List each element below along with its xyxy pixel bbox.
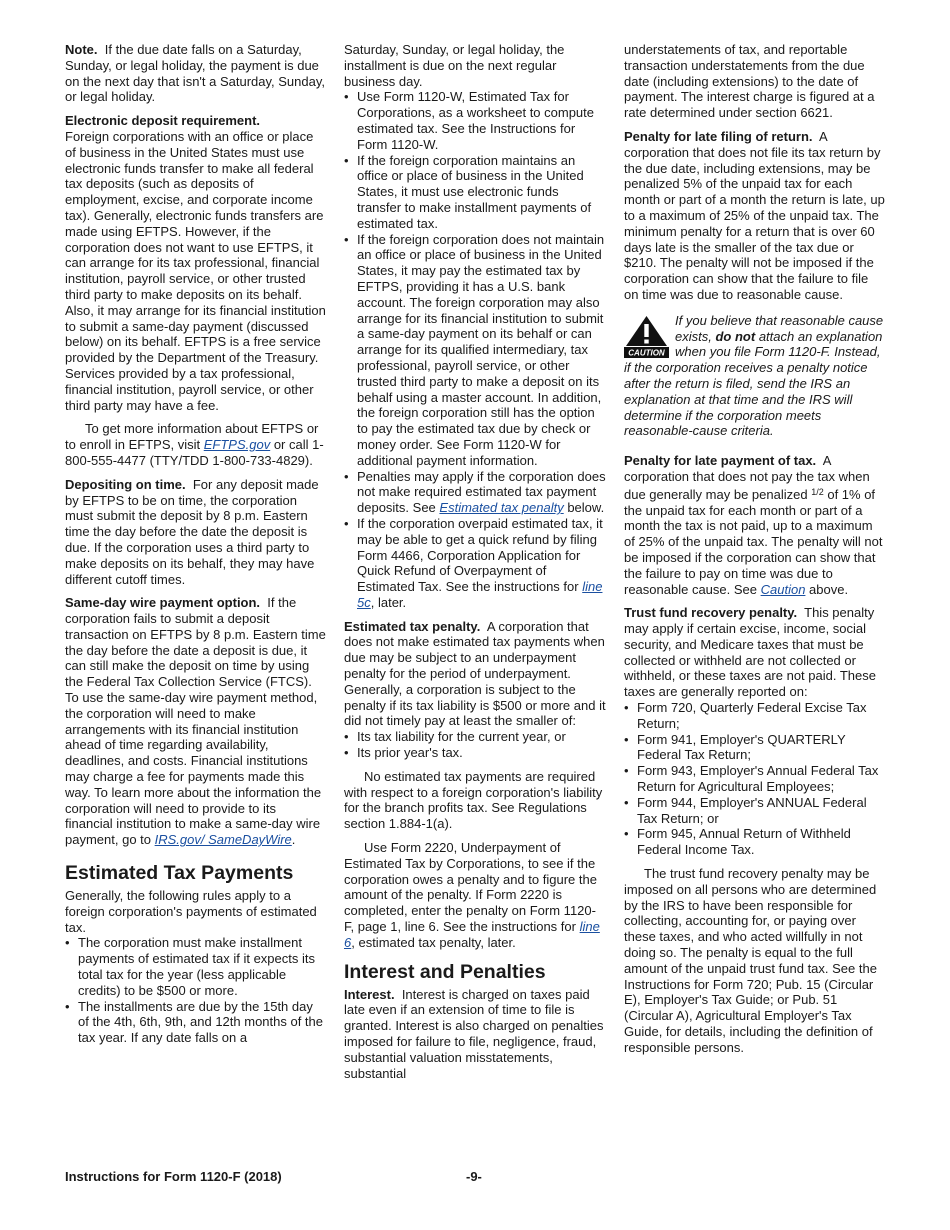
eftps-info-paragraph: To get more information about EFTPS or to enroll in EFTPS, visit EFTPS.gov or call 1-800-555-4477 (TTY/TDD 1-800-733-4829). <box>65 421 324 468</box>
list-item: • Its tax liability for the current year, or <box>344 729 606 745</box>
line-6-link[interactable]: line 6 <box>344 919 600 950</box>
note-paragraph <box>65 42 327 105</box>
late-filing-paragraph: Penalty for late filing of return. A corporation that does not file its tax return by the due date, including extensions, may be penalized 5% of the unpaid tax for each month or part of a month the return is late, up to a maximum of 25% of the unpaid tax. The minimum penalty for a return that is over 60 days late is the smaller of the tax due or $210. The penalty will not be imposed if the corporation can show that the failure to file on time was due to reasonable cause. <box>624 128 885 302</box>
eftps-link[interactable]: EFTPS.gov <box>203 437 271 453</box>
list-item: • Form 720, Quarterly Federal Excise Tax Return; <box>624 700 886 732</box>
electronic-deposit-paragraph <box>65 113 327 413</box>
estimated-tax-penalty-paragraph: Estimated tax penalty. A corporation that does not make estimated tax payments when due may be subject to an underpayment penalty for the period of underpayment. Generally, a corporation is subject to the penalty if its tax liability is $500 or more and it did not timely pay at least the smaller of: <box>344 618 606 729</box>
electronic-deposit-text: Foreign corporations with an office or place of business in the United States must use electronic funds transfer to make all federal tax deposits (such as deposits of employment, excise, and corporate income tax). Generally, electronic funds transfers are made using EFTPS. However, if the corporation does not want to use EFTPS, it can arrange for its tax professional, financial institution, payroll service, or other trusted third party to make deposits on its behalf. Also, it may arrange for its financial institution to submit a same-day payment (discussed below) on its behalf. EFTPS is a free service provided by the Department of the Treasury. Services provided by a tax professional, financial institution, payroll service, or other third party may have a fee. <box>65 128 326 413</box>
list-item: • Form 943, Employer's Annual Federal Tax Return for Agricultural Employees; <box>624 763 886 795</box>
interest-and-penalties-title: Interest and Penalties <box>344 960 546 983</box>
note-heading: Note. <box>65 42 98 57</box>
note-text: If the due date falls on a Saturday, Sunday, or legal holiday, the payment is due on the next day that isn't a Saturday, Sunday, or legal holiday. <box>65 42 325 105</box>
footer-form-title: Instructions for Form 1120-F (2018) <box>65 1169 282 1184</box>
no-estimated-payments-paragraph: No estimated tax payments are required with respect to a foreign corporation's liability for the branch profits tax. See Regulations section 1.884-1(a). <box>344 768 603 832</box>
list-item: • The corporation must make installment payments of estimated tax if it expects its total tax for the year (less applicable credits) to be $500 or more. <box>65 935 327 998</box>
interest-continuation: understatements of tax, and reportable transaction understatements from the due date (including extensions) to the date of payment. The interest charge is figured at a rate determined under section 6621. <box>624 42 875 121</box>
interest-paragraph: Interest. Interest is charged on taxes paid late even if an extension of time to file is granted. Interest is also charged on penalties imposed for failure to file, negligence, fraud, substantial valuation misstatements, substantial <box>344 986 604 1081</box>
column-middle <box>344 42 606 1081</box>
interest-heading: Interest. <box>344 986 395 1002</box>
caution-note: CAUTION If you believe that reasonable cause exists, do not attach an explanation when you file Form 1120-F. Instead, if the corporation receives a penalty notice after the return is filed, send the IRS an explanation at that time and the IRS will determine if the corporation meets reasonable-cause criteria. <box>624 312 884 439</box>
list-item: • If the foreign corporation maintains an office or place of business in the United States, it must use electronic funds transfer to make installment payments of estimated tax. <box>344 153 606 232</box>
estimated-tax-penalty-link[interactable]: Estimated tax penalty <box>439 500 564 516</box>
list-item: • Penalties may apply if the corporation does not make required estimated tax payment deposits. See Estimated tax penalty below. <box>344 469 606 516</box>
line-5c-link[interactable]: line 5c <box>357 579 603 610</box>
caution-link[interactable]: Caution <box>760 581 806 597</box>
electronic-deposit-heading: Electronic deposit requirement. <box>65 113 261 129</box>
trust-fund-heading: Trust fund recovery penalty. <box>624 605 798 621</box>
column-left <box>65 42 327 1046</box>
late-payment-paragraph: Penalty for late payment of tax. A corporation that does not pay the tax when due generally may be penalized $^{1/2}$ of 1% of the unpaid tax for each month or part of a month the tax is not paid, up to a maximum of 25% of the unpaid tax. The penalty will not be imposed if the corporation can show that the failure to pay on time was due to reasonable cause. See Caution above. <box>624 453 883 597</box>
late-filing-heading: Penalty for late filing of return. <box>624 128 813 144</box>
caution-icon <box>624 315 669 358</box>
form-2220-paragraph: Use Form 2220, Underpayment of Estimated Tax by Corporations, to see if the corporation owes a penalty and to figure the amount of the penalty. If Form 2220 is completed, enter the penalty on Form 1120-F, page 1, line 6. See the instructions for line 6, estimated tax penalty, later. <box>344 840 600 950</box>
late-payment-heading: Penalty for late payment of tax. <box>624 453 817 469</box>
list-item: • Its prior year's tax. <box>344 745 606 761</box>
fraction: 1/2 <box>811 486 824 497</box>
same-day-wire-heading: Same-day wire payment option. <box>65 595 261 611</box>
list-item: • Use Form 1120-W, Estimated Tax for Corporations, as a worksheet to compute estimated tax. See the Instructions for Form 1120-W. <box>344 89 606 152</box>
list-item: • The installments are due by the 15th day of the 4th, 6th, 9th, and 12th months of the tax year. If any date falls on a <box>65 999 327 1046</box>
estimated-tax-penalty-heading: Estimated tax penalty. <box>344 618 481 634</box>
estimated-tax-intro: Generally, the following rules apply to a foreign corporation's payments of estimated tax. <box>65 888 317 935</box>
list-item: • If the foreign corporation does not maintain an office or place of business in the United States, it may pay the estimated tax by EFTPS, providing it has a U.S. bank account. The foreign corporation may also arrange for its financial institution to submit a same-day payment on its behalf or can arrange for its qualified intermediary, tax professional, payroll service, or other trusted third party to make a deposit on its behalf using a master account. In addition, the foreign corporation still has the option to pay the estimated tax due by check or money order. See Form 1120-W for additional payment information. <box>344 232 606 469</box>
list-item: • Form 944, Employer's ANNUAL Federal Tax Return; or <box>624 795 886 827</box>
installment-continuation: Saturday, Sunday, or legal holiday, the installment is due on the next regular business day. <box>344 42 565 89</box>
trust-fund-paragraph: Trust fund recovery penalty. This penalty may apply if certain excise, income, social security, and Medicare taxes that must be collected or withheld are not collected or withheld, or these taxes are not paid. These taxes are generally reported on: <box>624 605 876 700</box>
depositing-on-time-heading: Depositing on time. <box>65 476 186 492</box>
list-item: • Form 941, Employer's QUARTERLY Federal Tax Return; <box>624 732 886 764</box>
depositing-on-time-paragraph: Depositing on time. For any deposit made by EFTPS to be on time, the corporation must submit the deposit by 8 p.m. Eastern time the day before the date the deposit is due. If the corporation uses a third party to make deposits on its behalf, they may have different cutoff times. <box>65 476 319 587</box>
caution-label: CAUTION <box>628 348 665 358</box>
trust-fund-final-paragraph: The trust fund recovery penalty may be imposed on all persons who are determined by the IRS to have been responsible for collecting, accounting for, or paying over these taxes, and who acted willfully in not doing so. The penalty is equal to the full amount of the unpaid trust fund tax. See the Instructions for Form 720; Pub. 15 (Circular E), Employer's Tax Guide; or Pub. 51 (Circular A), Agricultural Employer's Tax Guide, for details, including the definition of responsible persons. <box>624 866 877 1055</box>
same-day-wire-link[interactable]: IRS.gov/ SameDayWire <box>154 832 292 848</box>
footer-page-number: -9- <box>466 1169 482 1184</box>
column-right <box>624 42 886 1064</box>
list-item: • Form 945, Annual Return of Withheld Federal Income Tax. <box>624 826 886 858</box>
estimated-tax-payments-title: Estimated Tax Payments <box>65 862 294 885</box>
list-item: • If the corporation overpaid estimated tax, it may be able to get a quick refund by filing Form 4466, Corporation Application for Quick Refund of Overpayment of Estimated Tax. See the instructions for line 5c, later. <box>344 516 606 611</box>
same-day-wire-paragraph: Same-day wire payment option. If the corporation fails to submit a deposit transaction on EFTPS by 8 p.m. Eastern time the day before the date a deposit is due, it can still make the deposit on time by using the Federal Tax Collection Service (FTCS). To use the same-day wire payment method, the corporation will need to make arrangements with its financial institution ahead of time regarding availability, deadlines, and costs. Financial institutions may charge a fee for payments made this way. To learn more about the information the corporation will need to provide to its financial institution to make a same-day wire payment, go to IRS.gov/ SameDayWire. <box>65 595 326 848</box>
